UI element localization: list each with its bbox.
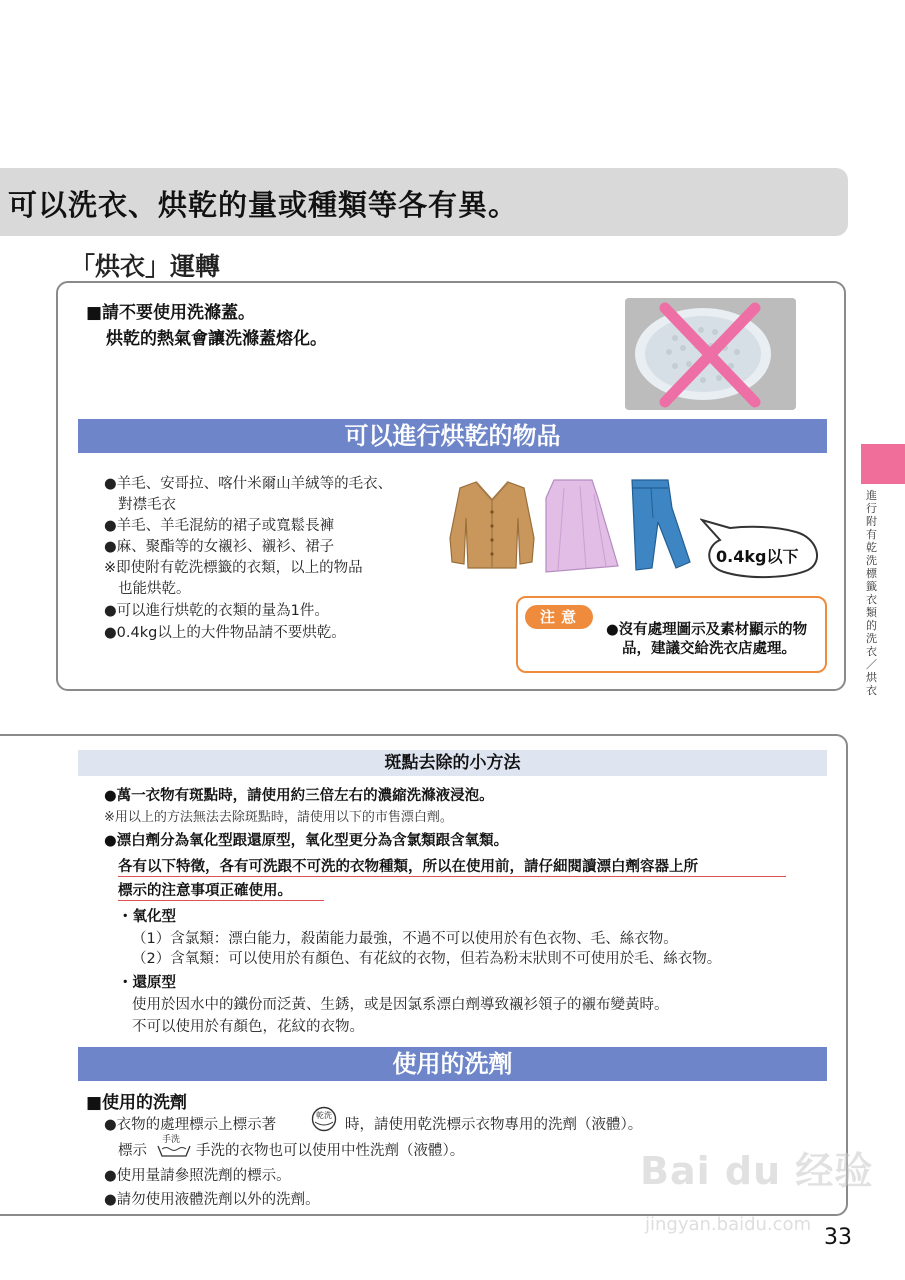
detergent-heading: ■使用的洗劑 bbox=[86, 1093, 188, 1113]
caution-line-1: ●沒有處理圖示及素材顯示的物 bbox=[606, 622, 808, 638]
caution-line-2: 品，建議交給洗衣店處理。 bbox=[622, 641, 796, 657]
baidu-watermark: Bai du 经验 bbox=[640, 1149, 874, 1193]
oxidizing-title: ・氧化型 bbox=[118, 909, 176, 925]
detergent-banner: 使用的洗劑 bbox=[78, 1047, 827, 1081]
stain-note-1: ※用以上的方法無法去除斑點時，請使用以下的市售漂白劑。 bbox=[104, 810, 453, 825]
stain-emphasis-1: 各有以下特徵，各有可洗跟不可洗的衣物種類，所以在使用前，請仔細閱讀漂白劑容器上所 bbox=[118, 855, 786, 877]
dry-item-4: ●可以進行烘乾的衣類的量為1件。 bbox=[104, 603, 329, 619]
cardigan-icon bbox=[450, 482, 534, 568]
stain-line-2: ●漂白劑分為氧化型跟還原型，氧化型更分為含氯類跟含氧類。 bbox=[104, 833, 509, 849]
clothing-illustration bbox=[446, 478, 696, 574]
caution-label: 注意 bbox=[525, 605, 593, 629]
baidu-watermark-url: jingyan.baidu.com bbox=[645, 1214, 812, 1235]
detergent-line-2a: 標示 bbox=[118, 1143, 147, 1159]
dry-clean-symbol-icon bbox=[309, 1106, 339, 1132]
warning-text: 烘乾的熱氣會讓洗滌蓋熔化。 bbox=[106, 329, 327, 349]
oxidizing-line-2: （2）含氧類：可以使用於有顏色、有花紋的衣物，但若為粉末狀則不可使用於毛、絲衣物。 bbox=[132, 951, 722, 967]
reducing-line-2: 不可以使用於有顏色，花紋的衣物。 bbox=[132, 1019, 364, 1035]
page-title: 可以洗衣、烘乾的量或種類等各有異。 bbox=[8, 188, 519, 222]
warning-heading: ■請不要使用洗滌蓋。 bbox=[86, 303, 256, 323]
detergent-line-4: ●請勿使用液體洗劑以外的洗劑。 bbox=[104, 1192, 320, 1208]
reducing-title: ・還原型 bbox=[118, 975, 176, 991]
weight-limit-label: 0.4kg以下 bbox=[716, 547, 799, 566]
detergent-line-1a: ●衣物的處理標示上標示著 bbox=[104, 1117, 277, 1133]
washing-lid-photo bbox=[625, 298, 796, 410]
dryable-items-banner: 可以進行烘乾的物品 bbox=[78, 419, 827, 453]
oxidizing-line-1: （1）含氯類：漂白能力，殺菌能力最強，不過不可以使用於有色衣物、毛、絲衣物。 bbox=[132, 931, 678, 947]
dry-item-3: ●麻、聚酯等的女襯衫、襯衫、裙子 bbox=[104, 539, 335, 555]
dry-item-1: ●羊毛、安哥拉、喀什米爾山羊絨等的毛衣、 bbox=[104, 476, 393, 492]
dry-item-2: ●羊毛、羊毛混紡的裙子或寬鬆長褲 bbox=[104, 518, 335, 534]
skirt-icon bbox=[546, 480, 618, 572]
dry-item-5: ●0.4kg以上的大件物品請不要烘乾。 bbox=[104, 625, 346, 641]
detergent-line-2b: 手洗的衣物也可以使用中性洗劑（液體）。 bbox=[196, 1143, 465, 1159]
hand-wash-symbol-text: 手洗 bbox=[162, 1135, 181, 1145]
dry-clean-symbol-text: 乾洗 bbox=[316, 1111, 332, 1120]
dry-item-note-b: 也能烘乾。 bbox=[118, 581, 191, 597]
stain-line-1: ●萬一衣物有斑點時，請使用約三倍左右的濃縮洗滌液浸泡。 bbox=[104, 788, 494, 804]
chapter-tab bbox=[861, 444, 905, 484]
detergent-line-3: ●使用量請參照洗劑的標示。 bbox=[104, 1168, 291, 1184]
reducing-line-1: 使用於因水中的鐵份而泛黃、生銹，或是因氯系漂白劑導致襯衫領子的襯布變黃時。 bbox=[132, 997, 669, 1013]
dry-item-1b: 對襟毛衣 bbox=[118, 497, 176, 513]
trousers-icon bbox=[632, 480, 690, 570]
stain-removal-banner: 斑點去除的小方法 bbox=[78, 750, 827, 776]
stain-emphasis-2: 標示的注意事項正確使用。 bbox=[118, 879, 324, 901]
drying-section-title: 「烘衣」運轉 bbox=[70, 252, 221, 281]
page-number: 33 bbox=[824, 1225, 852, 1250]
chapter-tab-text: 進行附有乾洗標籤衣類的洗衣／烘衣 bbox=[866, 489, 877, 697]
hand-wash-symbol-icon bbox=[156, 1132, 192, 1158]
detergent-line-1b: 時，請使用乾洗標示衣物專用的洗劑（液體）。 bbox=[345, 1117, 643, 1133]
dry-item-note: ※即使附有乾洗標籤的衣類，以上的物品 bbox=[104, 560, 363, 576]
